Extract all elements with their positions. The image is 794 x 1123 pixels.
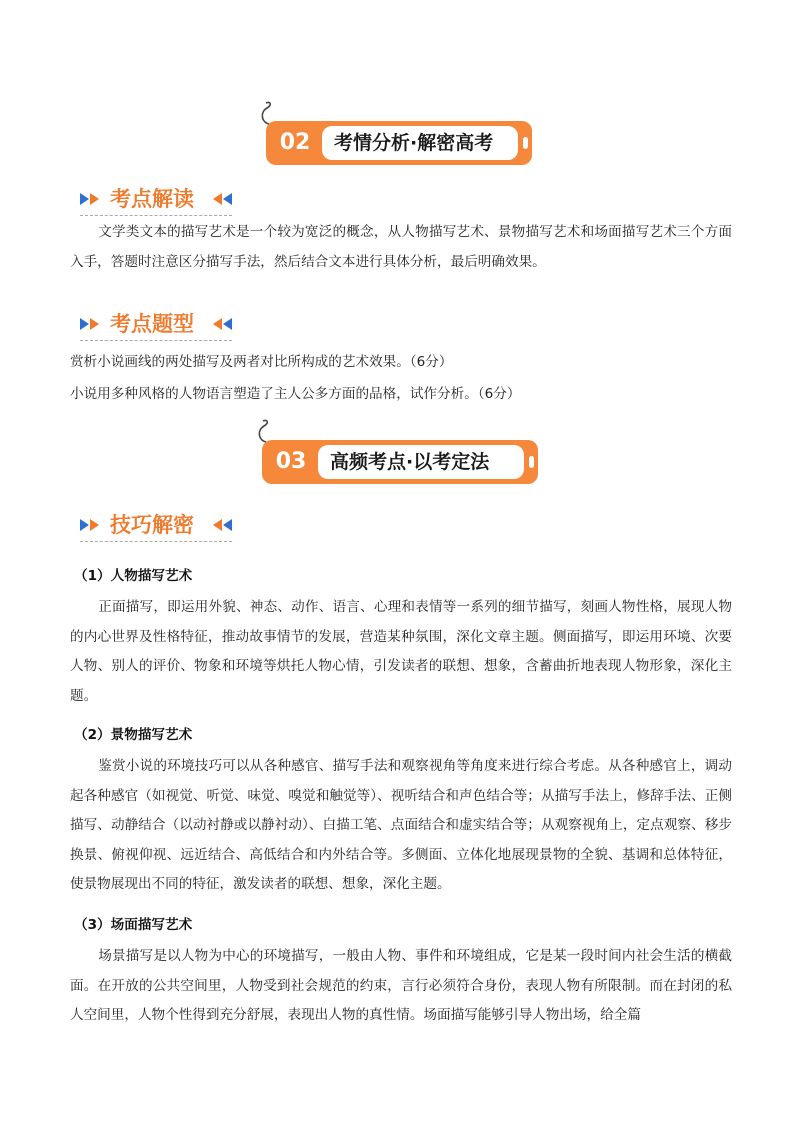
technique-heading-2: （2）景物描写艺术 bbox=[74, 727, 193, 743]
chapter-title: 考情分析·解密高考 bbox=[334, 132, 494, 154]
section-title: 考点题型 bbox=[110, 312, 194, 336]
arrows-left-icon bbox=[80, 519, 102, 531]
section-header-kaodian-tixing bbox=[80, 306, 236, 342]
section-title: 技巧解密 bbox=[110, 513, 194, 537]
section-title: 考点解读 bbox=[110, 187, 194, 211]
section-header-kaodian-jiedu bbox=[80, 181, 236, 217]
section-header-jiqiao-jiemi bbox=[80, 507, 236, 543]
arrows-right-icon bbox=[213, 519, 235, 531]
chapter-banner-02 bbox=[266, 121, 532, 165]
tixing-item-1: 赏析小说画线的两处描写及两者对比所构成的艺术效果。（6分） bbox=[70, 354, 453, 370]
chapter-title: 高频考点·以考定法 bbox=[330, 451, 490, 473]
technique-paragraph-1: 正面描写，即运用外貌、神态、动作、语言、心理和表情等一系列的细节描写，刻画人物性格，展现人物的内心世界及性格特征，推动故事情节的发展，营造某种氛围，深化文章主题。侧面描写，即运用环境、次要人物、别人的评价、物象和环境等烘托人物心情，引发读者的联想、想象，含蓄曲折地表现人物形象，深化主题。 bbox=[70, 599, 732, 704]
technique-heading-1: （1）人物描写艺术 bbox=[74, 568, 193, 584]
technique-paragraph-2: 鉴赏小说的环境技巧可以从各种感官、描写手法和观察视角等角度来进行综合考虑。从各种感官上，调动起各种感官（如视觉、听觉、味觉、嗅觉和触觉等）、视听结合和声色结合等；从描写手法上，修辞手法、正侧描写、动静结合（以动衬静或以静衬动）、白描工笔、点面结合和虚实结合等；从观察视角上，定点观察、移步换景、俯视仰视、远近结合、高低结合和内外结合等。多侧面、立体化地展现景物的全貌、基调和总体特征，使景物展现出不同的特征，激发读者的联想、想象，深化主题。 bbox=[70, 758, 732, 892]
chapter-number: 02 bbox=[279, 130, 311, 155]
arrows-left-icon bbox=[80, 318, 102, 330]
chapter-number: 03 bbox=[275, 449, 307, 474]
chapter-banner-03 bbox=[262, 440, 538, 484]
kaodian-jiedu-paragraph: 文学类文本的描写艺术是一个较为宽泛的概念，从人物描写艺术、景物描写艺术和场面描写艺术三个方面入手，答题时注意区分描写手法，然后结合文本进行具体分析，最后明确效果。 bbox=[70, 224, 732, 270]
tixing-item-2: 小说用多种风格的人物语言塑造了主人公多方面的品格，试作分析。（6分） bbox=[70, 386, 521, 402]
technique-paragraph-3: 场景描写是以人物为中心的环境描写，一般由人物、事件和环境组成，它是某一段时间内社会生活的横截面。在开放的公共空间里，人物受到社会规范的约束，言行必须符合身份，表现人物有所限制。而在封闭的私人空间里，人物个性得到充分舒展，表现出人物的真性情。场面描写能够引导人物出场，给全篇 bbox=[70, 948, 732, 1023]
technique-heading-3: （3）场面描写艺术 bbox=[74, 917, 193, 933]
arrows-left-icon bbox=[80, 193, 102, 205]
arrows-right-icon bbox=[213, 318, 235, 330]
arrows-right-icon bbox=[213, 193, 235, 205]
